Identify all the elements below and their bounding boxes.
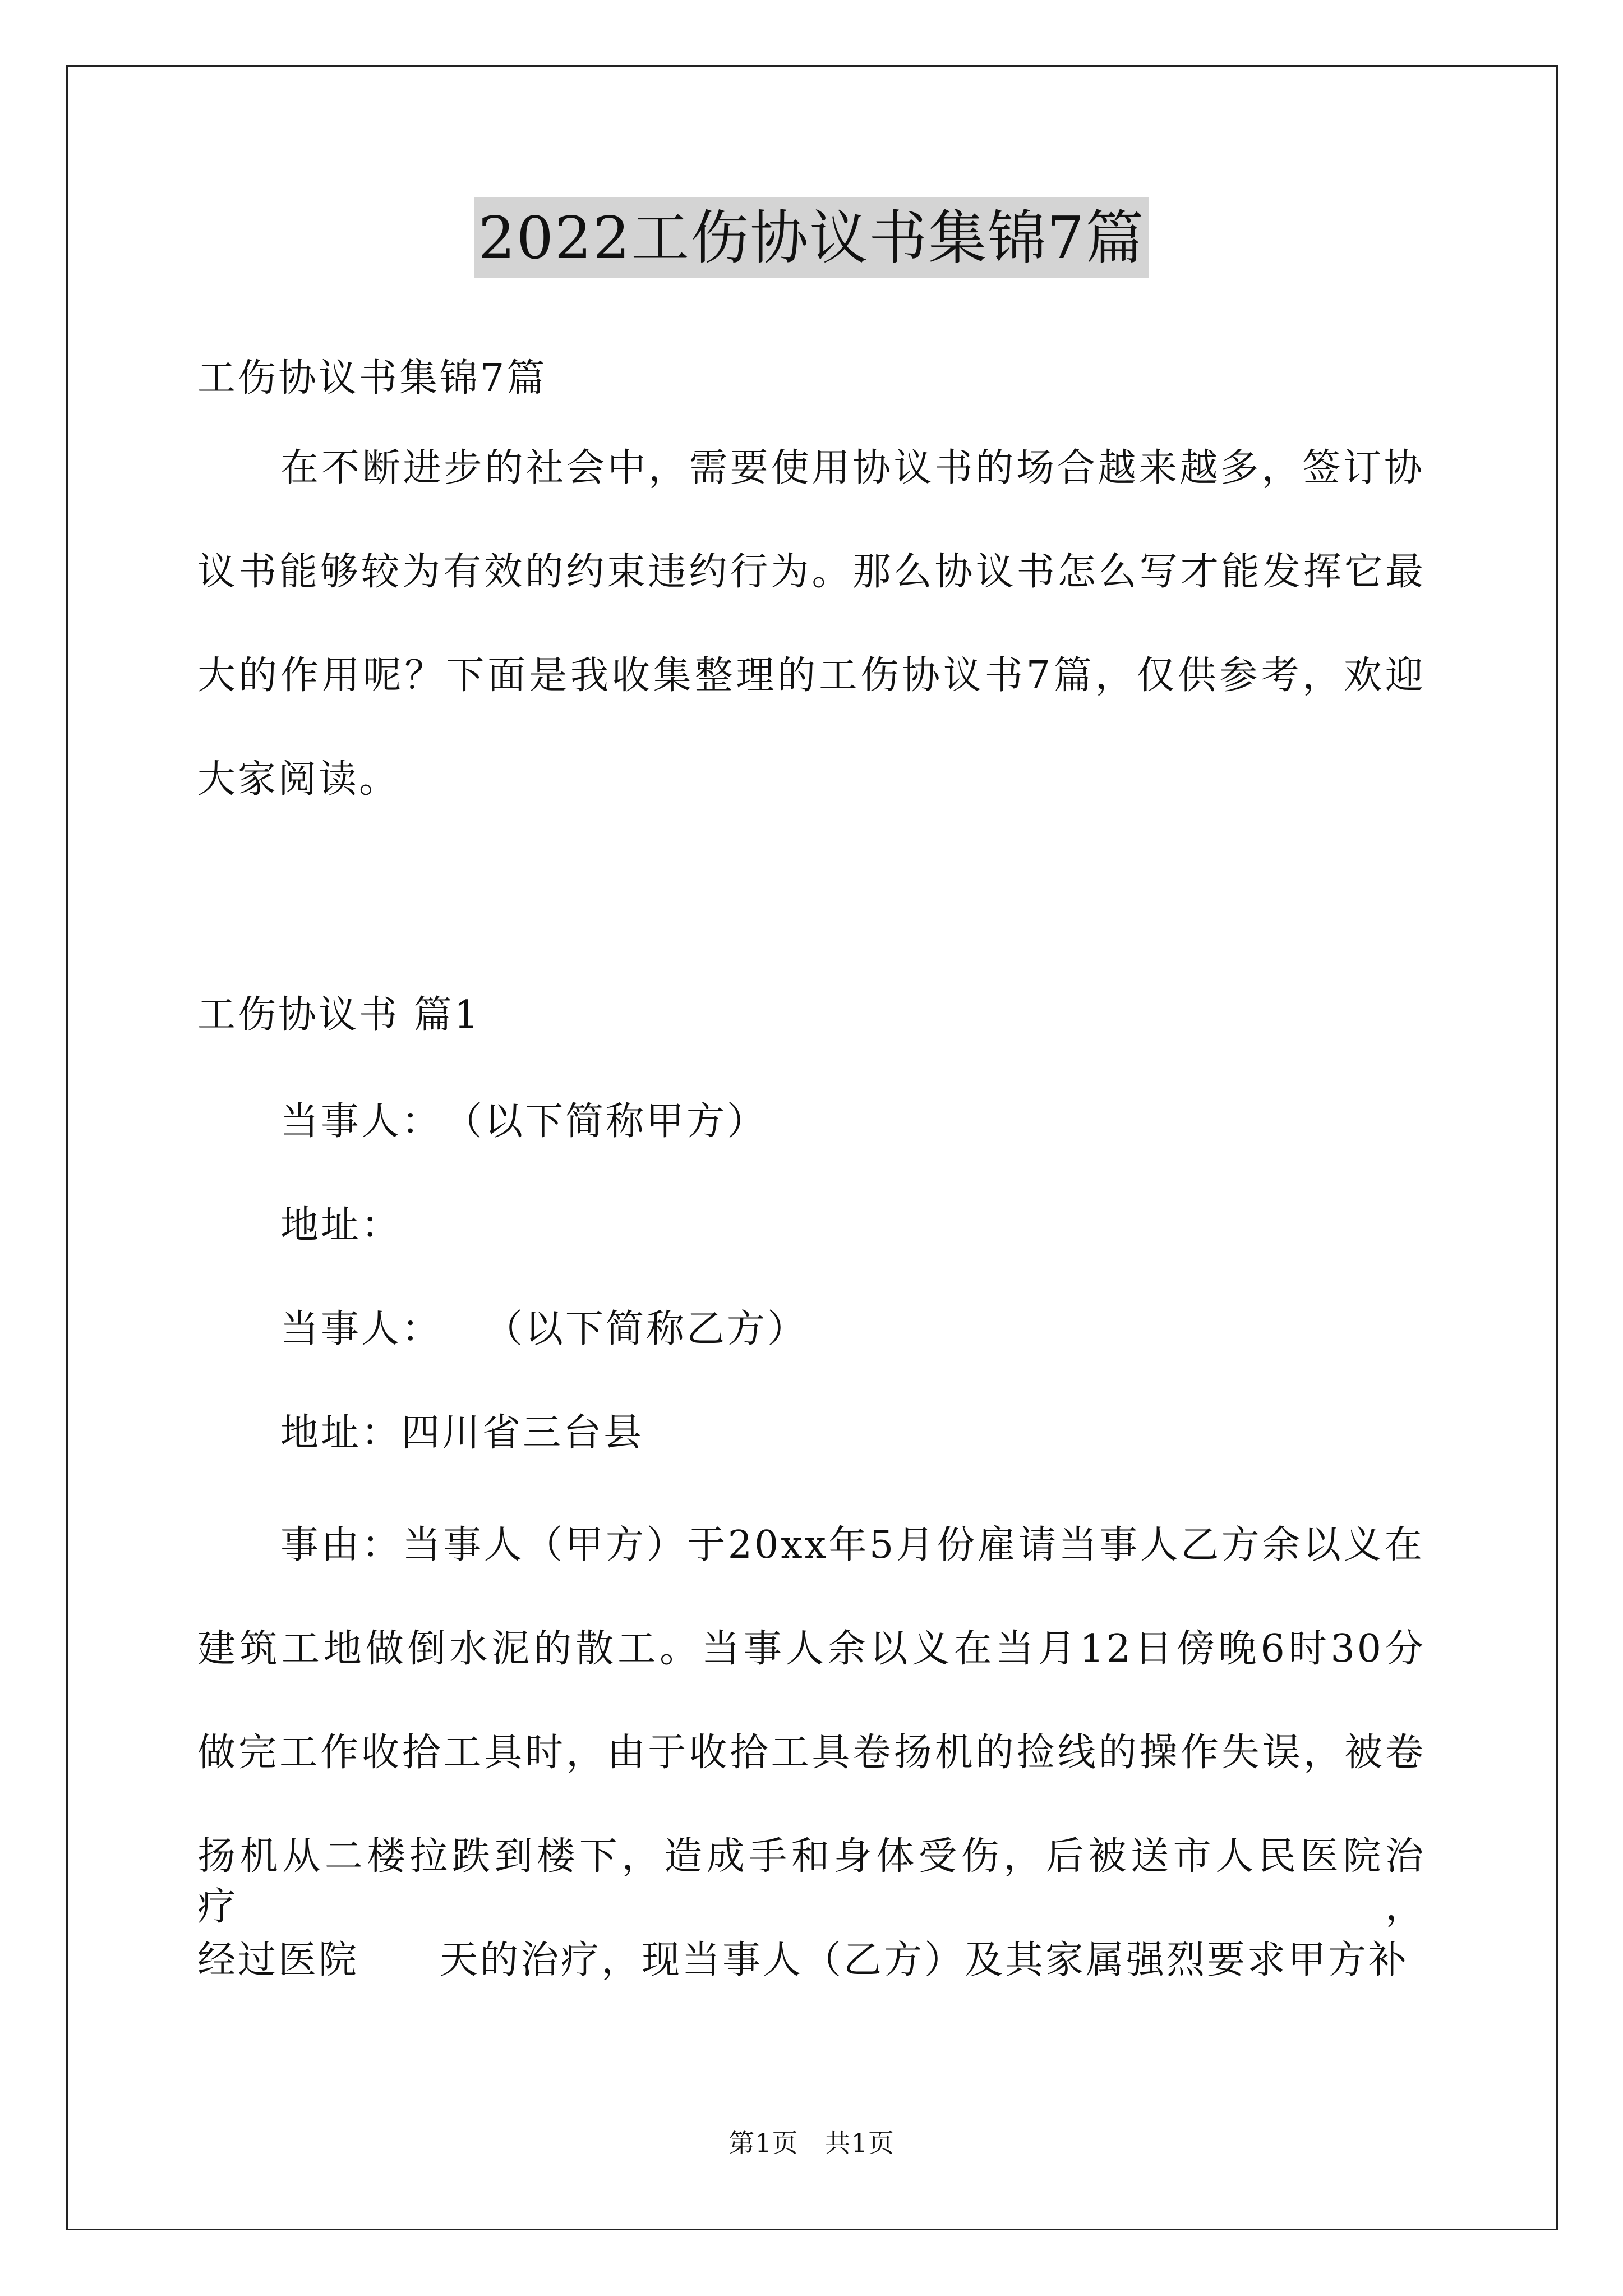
- party-a-field: 当事人： （以下简称甲方）: [280, 1099, 768, 1144]
- intro-line: 大的作用呢？下面是我收集整理的工伤协议书7篇，仅供参考，欢迎: [197, 654, 1426, 698]
- section-heading: 工伤协议书 篇1: [197, 993, 481, 1037]
- party-b-field: 当事人： （以下简称乙方）: [280, 1307, 808, 1351]
- document-subtitle: 工伤协议书集锦7篇: [197, 356, 547, 401]
- page-footer: 第1页 共1页: [728, 2128, 895, 2158]
- intro-line: 议书能够较为有效的约束违约行为。那么协议书怎么写才能发挥它最: [197, 550, 1426, 594]
- body-line: 做完工作收拾工具时，由于收拾工具卷扬机的捡线的操作失误，被卷: [197, 1731, 1426, 1775]
- body-line: 建筑工地做倒水泥的散工。当事人余以义在当月12日傍晚6时30分: [197, 1627, 1426, 1671]
- document-title: 2022工伤协议书集锦7篇: [474, 197, 1150, 278]
- title-wrap: [0, 197, 1623, 278]
- address-a-field: 地址：: [280, 1203, 402, 1248]
- body-line: 经过医院 天的治疗，现当事人（乙方）及其家属强烈要求甲方补: [197, 1938, 1409, 1982]
- address-b-field: 地址：四川省三台县: [280, 1411, 644, 1455]
- intro-line: 在不断进步的社会中，需要使用协议书的场合越来越多，签订协: [280, 446, 1424, 490]
- body-line: 扬机从二楼拉跌到楼下，造成手和身体受伤，后被送市人民医院治疗，: [197, 1834, 1426, 1929]
- body-line: 事由：当事人（甲方）于20xx年5月份雇请当事人乙方余以义在: [280, 1523, 1424, 1567]
- intro-line: 大家阅读。: [197, 757, 400, 802]
